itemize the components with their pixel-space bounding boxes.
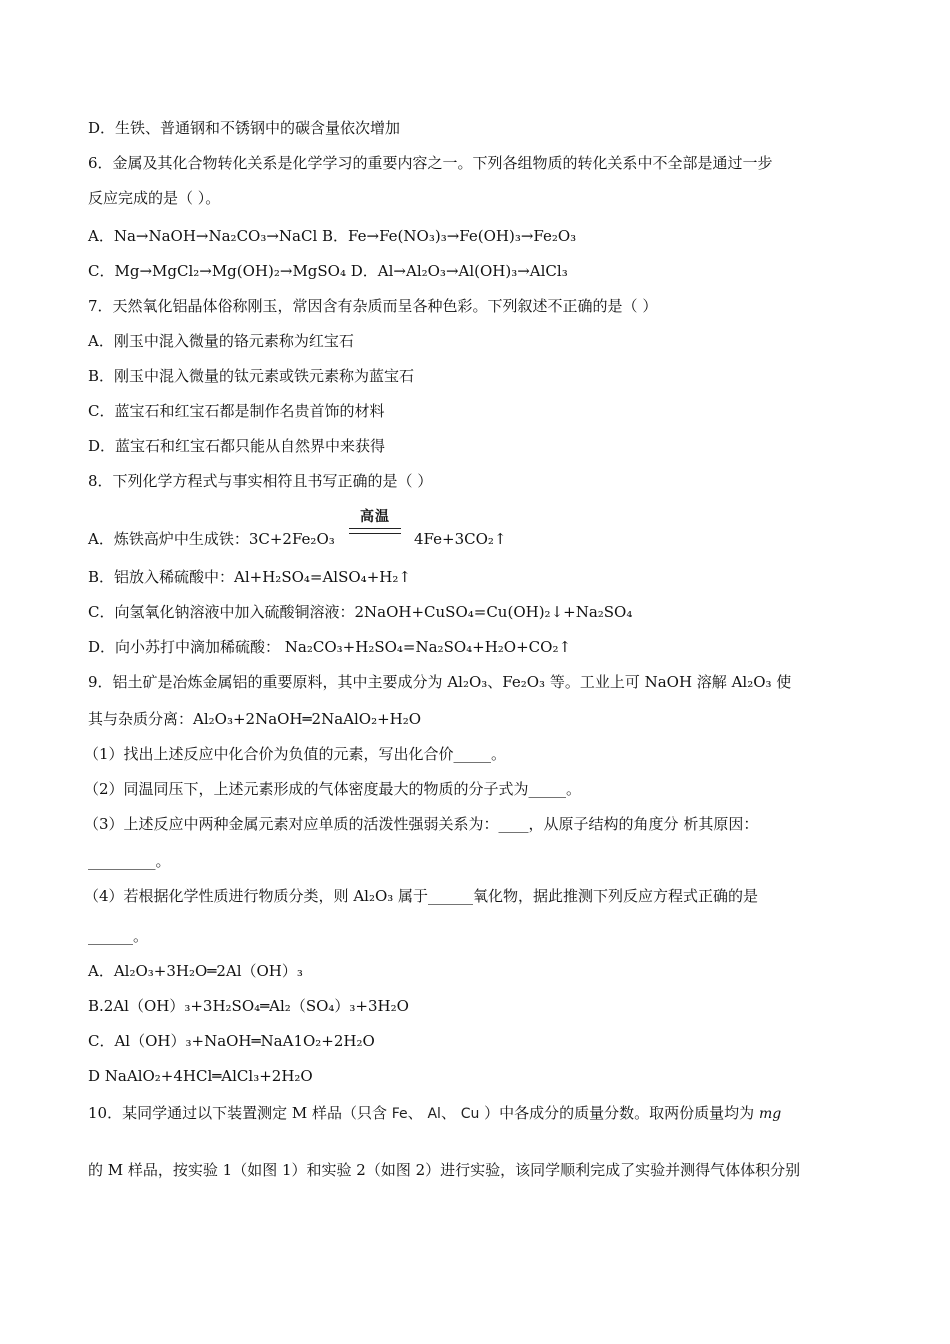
mass-m-grams: mg xyxy=(758,1106,782,1122)
question-8-option-a-right: 4Fe+3CO₂↑ xyxy=(414,530,507,548)
question-6-options-cd: C．Mg→MgCl₂→Mg(OH)₂→MgSO₄ D．Al→Al₂O₃→Al(OH)₃→AlCl₃ xyxy=(88,262,568,280)
question-8-option-b: B．铝放入稀硫酸中：Al+H₂SO₄=AlSO₄+H₂↑ xyxy=(88,568,411,586)
question-9-option-a: A．Al₂O₃+3H₂O═2Al（OH）₃ xyxy=(88,962,303,980)
question-7-option-c: C．蓝宝石和红宝石都是制作名贵首饰的材料 xyxy=(88,402,385,420)
question-9-sub-1: （1）找出上述反应中化合价为负值的元素，写出化合价_____。 xyxy=(84,745,507,763)
question-8-option-d: D．向小苏打中滴加稀硫酸： Na₂CO₃+H₂SO₄=Na₂SO₄+H₂O+CO₂↑ xyxy=(88,638,572,656)
question-7-option-d: D．蓝宝石和红宝石都只能从自然界中来获得 xyxy=(88,437,386,455)
question-10-middle: ）中各成分的质量分数。取两份质量均为 xyxy=(484,1104,755,1122)
question-9-option-c: C．Al（OH）₃+NaOH═NaA1O₂+2H₂O xyxy=(88,1032,375,1050)
question-8-option-a-left: A．炼铁高炉中生成铁：3C+2Fe₂O₃ xyxy=(88,530,335,548)
question-10-stem-cont: 的 M 样品，按实验 1（如图 1）和实验 2（如图 2）进行实验，该同学顺利完成了实验并测得气体体积分别 xyxy=(88,1161,801,1179)
question-9-sub-3: （3）上述反应中两种金属元素对应单质的活泼性强弱关系为：____，从原子结构的角度分 析其原因： xyxy=(84,815,759,833)
question-9-sub-4-blank: ______。 xyxy=(88,927,149,945)
equals-bar-bottom xyxy=(349,533,401,534)
question-9-sub-4: （4）若根据化学性质进行物质分类，则 Al₂O₃ 属于______氧化物，据此推测下列反应方程式正确的是 xyxy=(84,887,759,905)
question-9-option-d: D NaAlO₂+4HCl═AlCl₃+2H₂O xyxy=(88,1067,313,1085)
symbol-cu: Cu xyxy=(460,1106,480,1122)
question-7-option-a: A．刚玉中混入微量的铬元素称为红宝石 xyxy=(88,332,354,350)
question-9-sub-2: （2）同温同压下，上述元素形成的气体密度最大的物质的分子式为_____。 xyxy=(84,780,582,798)
question-6-stem: 6．金属及其化合物转化关系是化学学习的重要内容之一。下列各组物质的转化关系中不全部是通过一步 xyxy=(88,154,773,172)
question-7-stem: 7．天然氧化铝晶体俗称刚玉，常因含有杂质而呈各种色彩。下列叙述不正确的是（ ） xyxy=(88,297,658,315)
question-10-stem xyxy=(88,1103,781,1124)
reaction-condition-high-temperature: 高温 xyxy=(360,509,390,525)
question-6-stem-cont: 反应完成的是（ ）。 xyxy=(88,189,221,207)
question-9-equation: 其与杂质分离：Al₂O₃+2NaOH═2NaAlO₂+H₂O xyxy=(88,710,422,728)
question-8-option-c: C．向氢氧化钠溶液中加入硫酸铜溶液：2NaOH+CuSO₄=Cu(OH)₂↓+Na₂SO₄ xyxy=(88,603,633,621)
question-6-options-ab: A．Na→NaOH→Na₂CO₃→NaCl B．Fe→Fe(NO₃)₃→Fe(OH)₃→Fe₂O₃ xyxy=(88,227,577,245)
question-9-stem: 9．铝土矿是冶炼金属铝的重要原料，其中主要成分为 Al₂O₃、Fe₂O₃ 等。工业上可 NaOH 溶解 Al₂O₃ 使 xyxy=(88,673,792,691)
question-8-stem: 8．下列化学方程式与事实相符且书写正确的是（ ） xyxy=(88,472,433,490)
symbol-al: Al xyxy=(427,1106,441,1122)
symbol-fe: Fe xyxy=(391,1106,408,1122)
question-7-option-b: B．刚玉中混入微量的钛元素或铁元素称为蓝宝石 xyxy=(88,367,415,385)
question-9-sub-3-blank: _________。 xyxy=(88,852,171,870)
option-d-carbon: D．生铁、普通钢和不锈钢中的碳含量依次增加 xyxy=(88,119,401,137)
equals-bar-top xyxy=(349,528,401,529)
separator-2: 、 xyxy=(440,1104,456,1122)
question-9-option-b: B.2Al（OH）₃+3H₂SO₄═Al₂（SO₄）₃+3H₂O xyxy=(88,997,409,1015)
question-10-prefix: 10．某同学通过以下装置测定 M 样品（只含 xyxy=(88,1104,387,1122)
separator-1: 、 xyxy=(407,1104,423,1122)
